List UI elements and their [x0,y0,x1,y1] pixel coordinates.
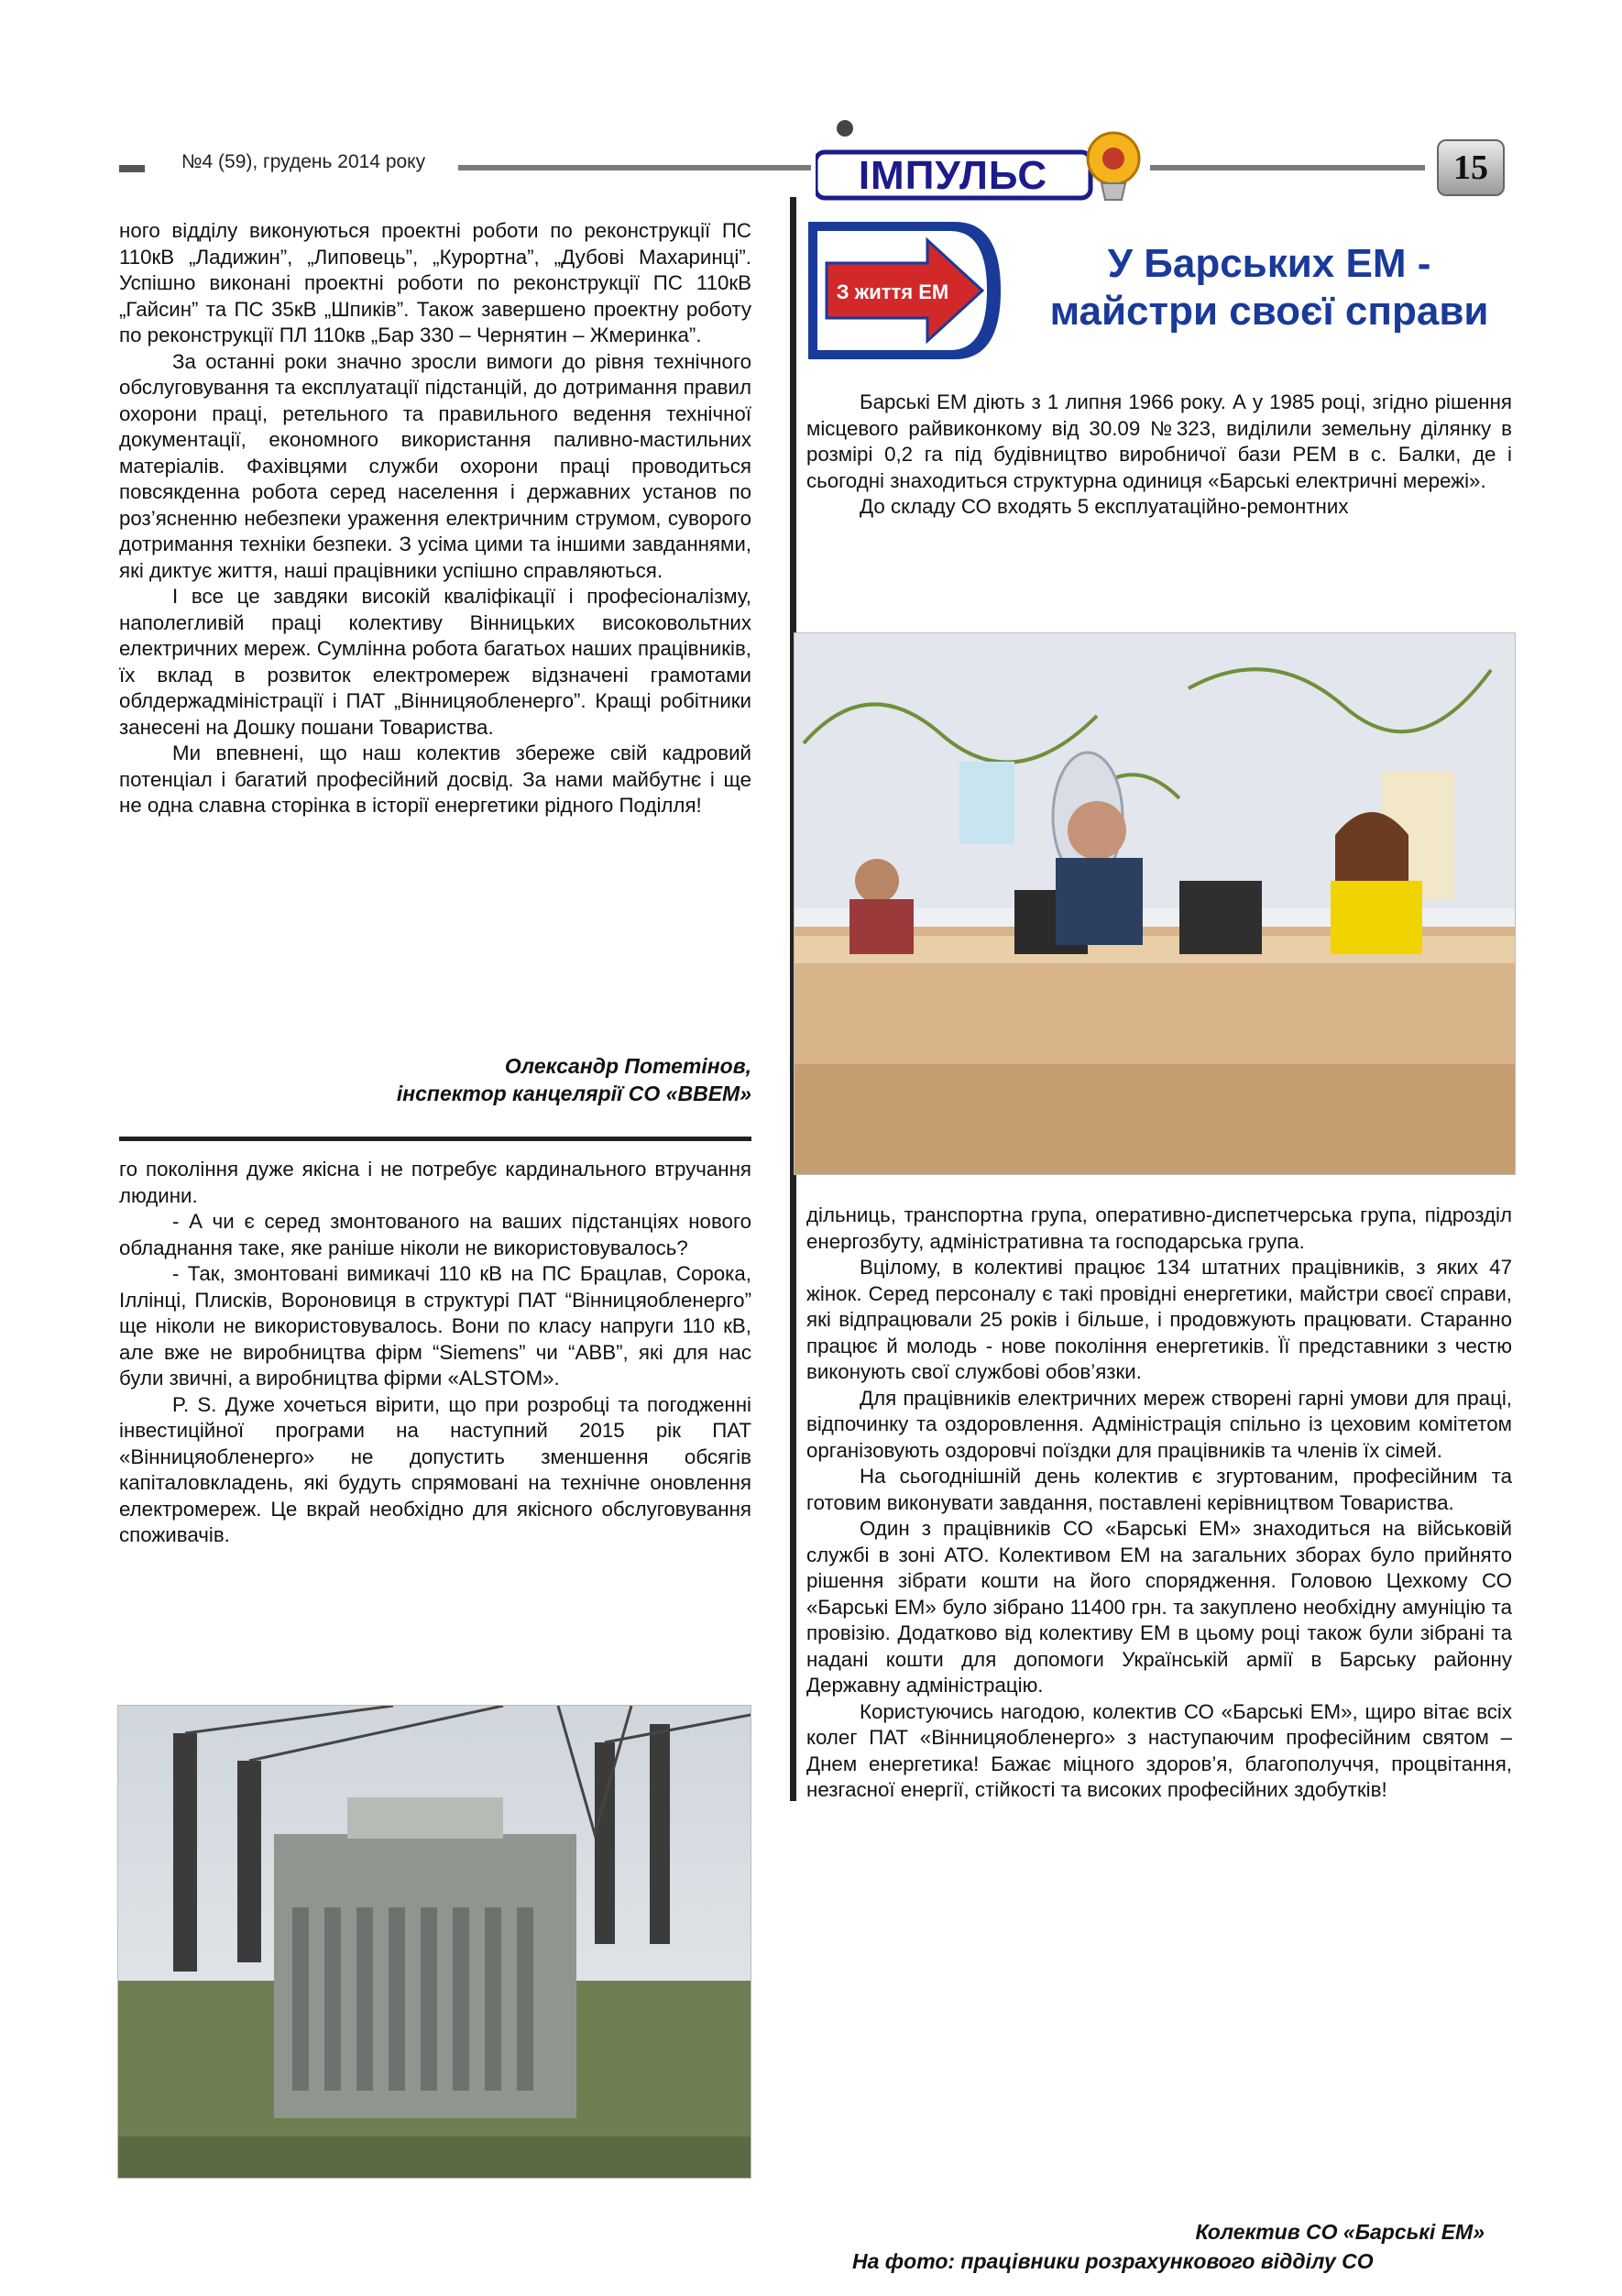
paragraph: На сьогоднішній день колектив є згуртованим, професійним та готовим виконувати завдання, поставлені керівництвом Товариства. [806,1465,1512,1514]
rubric-label: З життя ЕМ [836,280,949,303]
paragraph: До складу СО входять 5 експлуатаційно-ремонтних [860,495,1349,518]
paragraph: - А чи є серед змонтованого на ваших підстанціях нового обладнання таке, яке раніше ніколи не використовувалось? [119,1210,751,1259]
right-body [806,1203,1512,1804]
signature-name: Олександр Потетінов, [504,1054,751,1078]
title-line-1: У Барських ЕМ - [1107,241,1431,286]
paragraph: - Так, змонтовані вимикачі 110 кВ на ПС Брацлав, Сорока, Іллінці, Плисків, Вороновиця в структурі ПАТ “Вінницяобленерго” ще ніколи не використовувалось. Вони по класу напруги 110 кВ, але вже не виробництва фірм “Siemens” чи “ABB”, які для нас були звичні, а виробництва фірми «ALSTOM». [119,1262,751,1390]
paragraph: За останні роки значно зросли вимоги до рівня технічного обслуговування та експлуатації підстанцій, до дотримання правил охорони праці, ретельного та правильного ведення технічної документації, економного використання паливно-мастильних матеріалів. Фахівцями служби охорони праці проводиться повсякденна робота серед населення і державних установ по роз’ясненню небезпеки ураження електричним струмом, суворого дотримання техніки безпеки. З усіма цими та іншими завданнями, які диктує життя, наші працівники успішно справляються. [119,349,751,582]
paragraph: Ми впевнені, що наш колектив збереже свій кадровий потенціал і багатий професійний досвід. За нами майбутнє і ще не одна славна сторінка в історії енергетики рідного Поділля! [119,742,751,817]
header-rule-left [458,165,811,170]
paragraph: дільниць, транспортна група, оперативно-диспетчерська група, підрозділ енергозбуту, адміністративна та господарська група. [806,1203,1512,1253]
signature-role: інспектор канцелярії СО «ВВЕМ» [396,1082,751,1105]
article-title [1017,240,1521,335]
substation-photo [117,1705,751,2179]
logo-text: ІМПУЛЬС [858,153,1048,198]
paragraph: І все це завдяки високій кваліфікації і професіоналізму, наполегливій праці колективу Вінницьких високовольтних електричних мереж. Сумлінна робота багатьох наших працівників, їх вклад в розвиток електромереж відзначені грамотами облдержадміністрації і ПАТ „Вінницяобленерго”. Кращі робітники занесені на Дошку пошани Товариства. [119,585,751,739]
page-number: 15 [1437,139,1505,196]
paragraph: Вцілому, в колективі працює 134 штатних працівників, з яких 47 жінок. Серед персоналу є такі провідні енергетики, майстри своєї справи, які відпрацювали 25 років і більше, і продовжують працювати. Старанно працює й молодь - нове покоління енергетиків. Її представники з честю виконують свої службові обов’язки. [806,1256,1512,1383]
paragraph: Один з працівників СО «Барські ЕМ» знаходиться на військовій службі в зоні АТО. Колективом ЕМ на загальних зборах було прийнято рішення зібрати кошти на його спорядження. Головою Цехкому СО «Барські ЕМ» було зібрано 11400 грн. та закуплено необхідну амуніцію та провізію. Додатково від колективу ЕМ в цьому році також були зібрані та надані кошти для допомоги Українській армії в Барську районну Державну адміністрацію. [806,1517,1512,1697]
paragraph: го покоління дуже якісна і не потребує кардинального втручання людини. [119,1158,751,1207]
office-photo [794,632,1516,1175]
paragraph: ного відділу виконуються проектні роботи по реконструкції ПС 110кВ „Ладижин”, „Липовець”, „Курортна”, „Дубові Махаринці”. Успішно виконані проектні роботи по реконструкції ПС 110кВ „Гайсин” та ПС 35кВ „Шпиків”. Також завершено проектну роботу по реконструкції ПЛ 110кв „Бар 330 – Чернятин – Жмеринка”. [119,219,751,346]
paragraph: Барські ЕМ діють з 1 липня 1966 року. А у 1985 році, згідно рішення місцевого райвиконкому від 30.09 №323, виділили земельну ділянку в розмірі 0,2 га під будівництво виробничої бази РЕМ в с. Балки, де і сьогодні знаходиться структурна одиниця «Барські електричні мережі». [806,390,1512,492]
paragraph: P. S. Дуже хочеться вірити, що при розробці та погодженні інвестиційної програми на наступний 2015 рік ПАТ «Вінницяобленерго» не допустить зменшення обсягів капіталовкладень, які будуть спрямовані на технічне оновлення електромереж. Це вкрай необхідно для якісного обслуговування споживачів. [119,1392,751,1546]
left-column-top [119,218,751,819]
title-line-2: майстри своєї справи [1049,289,1489,334]
left-signature [119,1052,751,1107]
right-signature: Колектив СО «Барські ЕМ» [1195,2220,1485,2244]
section-divider [119,1137,751,1141]
photo-caption: На фото: працівники розрахункового відділу СО [852,2249,1374,2273]
issue-label: №4 (59), грудень 2014 року [181,151,426,172]
paragraph: Для працівників електричних мереж створені гарні умови для праці, відпочинку та оздоровлення. Адміністрація спільно із цеховим комітетом організовують оздоровчі поїздки для працівників та членів їх сімей. [806,1386,1512,1462]
right-intro [806,390,1512,521]
rubric-badge [790,213,1010,368]
header-mark [119,165,145,172]
header-rule-right [1150,165,1425,170]
left-column-bottom [119,1157,751,1549]
impuls-logo [816,108,1145,204]
paragraph: Користуючись нагодою, колектив СО «Барські ЕМ», щиро вітає всіх колег ПАТ «Вінницяобленерго» з наступаючим професійним святом – Днем енергетика! Бажає міцного здоров’я, благополуччя, процвітання, незгасної енергії, стійкості та високих професійних здобутків! [806,1699,1512,1801]
